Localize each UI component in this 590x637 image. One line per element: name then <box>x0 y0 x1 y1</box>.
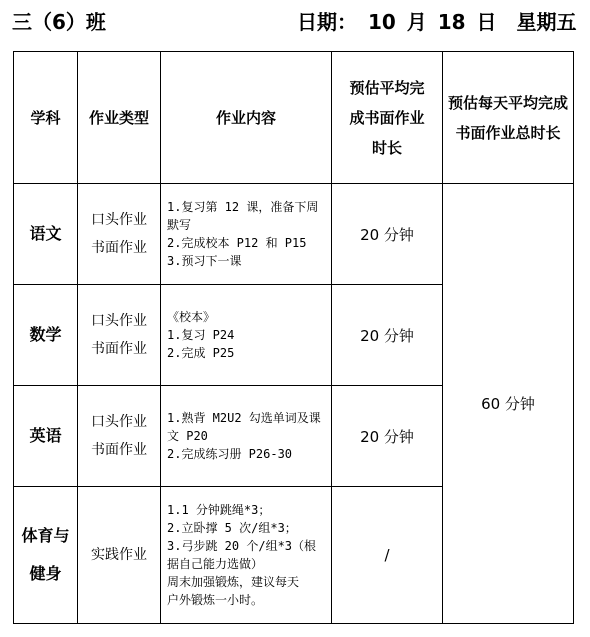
subject-label: 体育与 <box>21 526 70 545</box>
subject-label: 英语 <box>29 426 62 445</box>
header-type: 作业类型 <box>78 52 161 184</box>
content-line: 2.完成校本 P12 和 P15 <box>167 236 307 250</box>
duration-cell: 20 分钟 <box>332 285 443 386</box>
table-row <box>14 184 574 285</box>
duration-cell: 20 分钟 <box>332 386 443 487</box>
type-label: 书面作业 <box>91 442 147 458</box>
content-line: 1.复习第 12 课，准备下周 <box>167 200 319 214</box>
type-cell <box>78 386 161 487</box>
subject-label: 数学 <box>29 325 62 344</box>
header-daily-total <box>443 52 574 184</box>
table-header-row <box>14 52 574 184</box>
header-avg-duration <box>332 52 443 184</box>
header-daily-total-line: 书面作业总时长 <box>455 123 561 142</box>
content-cell <box>161 285 332 386</box>
content-line: 周末加强锻炼，建议每天 <box>167 575 300 589</box>
content-cell <box>161 184 332 285</box>
subject-cell <box>14 487 78 624</box>
duration-cell: 20 分钟 <box>332 184 443 285</box>
content-line: 户外锻炼一小时。 <box>167 593 264 607</box>
subject-cell <box>14 184 78 285</box>
class-title: 三（6）班 <box>12 10 106 34</box>
content-line: 1.熟背 M2U2 勾选单词及课 <box>167 411 321 425</box>
subject-cell <box>14 386 78 487</box>
subject-label: 健身 <box>29 564 62 583</box>
header-avg-duration-line: 预估平均完 <box>349 78 425 97</box>
content-line: 2.完成练习册 P26-30 <box>167 447 293 461</box>
daily-total-cell: 60 分钟 <box>443 184 574 624</box>
type-cell <box>78 285 161 386</box>
date-line: 日期： 10 月 18 日 星期五 <box>297 10 577 34</box>
header-daily-total-line: 预估每天平均完成 <box>447 93 568 112</box>
content-line: 1.复习 P24 <box>167 328 235 342</box>
content-line: 3.弓步跳 20 个/组*3（根 <box>167 539 317 553</box>
content-line: 2.完成 P25 <box>167 346 235 360</box>
type-label: 实践作业 <box>91 547 147 563</box>
type-label: 口头作业 <box>91 313 147 329</box>
header-content: 作业内容 <box>161 52 332 184</box>
content-line: 默写 <box>167 218 192 232</box>
content-cell <box>161 386 332 487</box>
type-label: 书面作业 <box>91 341 147 357</box>
content-line: 《校本》 <box>167 310 216 324</box>
type-label: 书面作业 <box>91 240 147 256</box>
type-cell <box>78 184 161 285</box>
homework-table <box>13 51 574 624</box>
subject-cell <box>14 285 78 386</box>
content-line: 据自己能力选做） <box>167 557 264 571</box>
content-line: 文 P20 <box>167 429 208 443</box>
content-line: 3.预习下一课 <box>167 254 242 268</box>
content-line: 2.立卧撑 5 次/组*3； <box>167 521 297 535</box>
subject-label: 语文 <box>29 224 62 243</box>
header-avg-duration-line: 成书面作业 <box>349 108 425 127</box>
header-subject: 学科 <box>14 52 78 184</box>
type-cell <box>78 487 161 624</box>
duration-cell: / <box>332 487 443 624</box>
type-label: 口头作业 <box>91 414 147 430</box>
type-label: 口头作业 <box>91 212 147 228</box>
content-line: 1.1 分钟跳绳*3； <box>167 503 271 517</box>
content-cell <box>161 487 332 624</box>
header-avg-duration-line: 时长 <box>371 138 402 157</box>
